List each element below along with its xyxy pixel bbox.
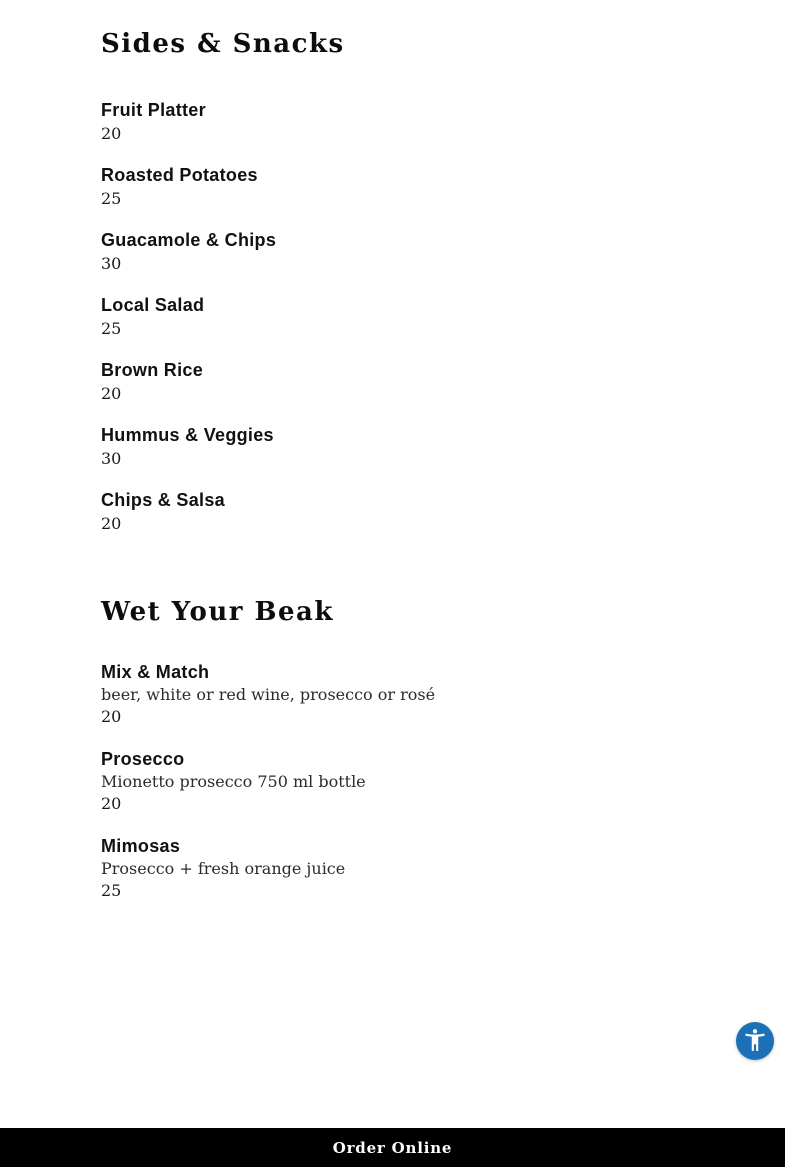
menu-item-price: 20 xyxy=(101,384,122,403)
menu-item-price: 25 xyxy=(101,881,122,900)
section-title: Wet Your Beak xyxy=(101,597,334,627)
menu-item-name: Roasted Potatoes xyxy=(101,165,258,185)
menu-item-price: 25 xyxy=(101,189,122,208)
accessibility-person-icon xyxy=(742,1027,768,1056)
menu-section-wet-your-beak xyxy=(101,595,721,902)
menu-item xyxy=(101,164,721,210)
menu-item-name: Hummus & Veggies xyxy=(101,425,274,445)
menu-item-name: Guacamole & Chips xyxy=(101,230,277,250)
menu-page xyxy=(101,27,721,922)
menu-item-price: 30 xyxy=(101,449,122,468)
menu-item xyxy=(101,424,721,470)
order-online-link[interactable]: Order Online xyxy=(332,1138,453,1157)
menu-item-price: 20 xyxy=(101,794,122,813)
menu-item-price: 20 xyxy=(101,124,122,143)
menu-item-description: beer, white or red wine, prosecco or rosé xyxy=(101,685,436,704)
menu-item-name: Fruit Platter xyxy=(101,100,206,120)
menu-item-price: 25 xyxy=(101,319,122,338)
menu-item-price: 20 xyxy=(101,514,122,533)
menu-item xyxy=(101,359,721,405)
order-online-bar[interactable] xyxy=(0,1128,785,1167)
accessibility-widget-button[interactable] xyxy=(736,1022,774,1060)
menu-item-name: Local Salad xyxy=(101,295,205,315)
menu-item-price: 20 xyxy=(101,707,122,726)
menu-item xyxy=(101,661,721,728)
menu-section-sides-snacks xyxy=(101,27,721,535)
menu-item-price: 30 xyxy=(101,254,122,273)
menu-item xyxy=(101,489,721,535)
menu-item-description: Mionetto prosecco 750 ml bottle xyxy=(101,772,366,791)
menu-item xyxy=(101,294,721,340)
menu-item-name: Mimosas xyxy=(101,836,181,856)
menu-item-description: Prosecco + fresh orange juice xyxy=(101,859,346,878)
menu-item-name: Chips & Salsa xyxy=(101,490,225,510)
menu-item-name: Prosecco xyxy=(101,749,185,769)
section-title: Sides & Snacks xyxy=(101,29,345,59)
menu-item xyxy=(101,835,721,902)
menu-item xyxy=(101,229,721,275)
menu-item-name: Mix & Match xyxy=(101,662,210,682)
menu-item xyxy=(101,748,721,815)
menu-item xyxy=(101,99,721,145)
menu-item-name: Brown Rice xyxy=(101,360,204,380)
